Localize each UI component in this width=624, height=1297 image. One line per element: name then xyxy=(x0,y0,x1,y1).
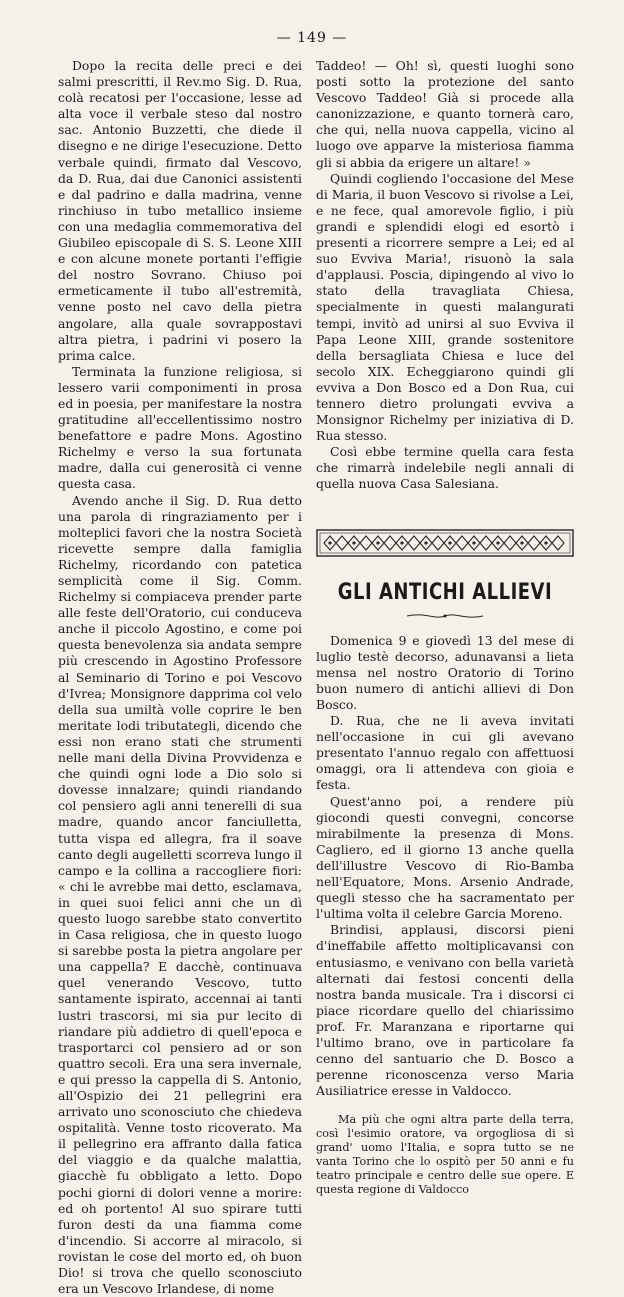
page-number: — 149 — xyxy=(276,30,348,46)
paragraph: Dopo la recita delle preci e dei salmi prescritti, il Rev.mo Sig. D. Rua, colà recatosi per l'occasione, lesse ad alta voce il verbale steso dal nostro sac. Antonio Buzzetti, che diede il disegno e ne dirige l'esecuzione. Detto verbale quindi, firmato dal Vescovo, da D. Rua, dai due Canonici assistenti e dal padrino e dalla madrina, venne rinchiuso in tubo metallico insieme con una medaglia commemorativa del Giubileo episcopale di S. S. Leone XIII e con alcune monete portanti l'effigie del nostro Sovrano. Chiuso poi ermeticamente il tubo all'estremità, venne posto nel cavo della pietra angolare, alla quale sovrappostavi altra pietra, i padrini vi posero la prima calce. xyxy=(58,58,302,363)
paragraph: Quindi cogliendo l'occasione del Mese di Maria, il buon Vescovo si rivolse a Lei, e ne fece, qual amorevole figlio, i più grandi e splendidi elogi ed esortò i presenti a ricorrere sempre a Lei; ed al suo Evviva Maria!, risuonò la sala d'applausi. Poscia, dipingendo al vivo lo stato della travagliata Chiesa, specialmente in questi malangurati tempi, invitò ad unirsi al suo Evviva il Papa Leone XIII, grande sostenitore della bersagliata Chiesa e luce del secolo XIX. Echeggiarono quindi gli evviva a Don Bosco ed a Don Rua, cui tennero dietro prolungati evviva a Monsignor Richelmy per iniziativa di D. Rua stesso. xyxy=(316,170,574,444)
quoted-speech xyxy=(316,1113,574,1197)
paragraph: Terminata la funzione religiosa, si lessero varii componimenti in prosa ed in poesia, per manifestare la nostra gratitudine all'eccellentissimo nostro benefattore e padre Mons. Agostino Richelmy e verso la sua fortunata madre, dalla cui generosità ci venne questa casa. xyxy=(58,363,302,492)
swash-divider-icon xyxy=(405,611,485,621)
ornamental-border xyxy=(316,529,574,557)
paragraph: Avendo anche il Sig. D. Rua detto una parola di ringraziamento per i molteplici favori che la nostra Società ricevette sempre dalla famiglia Richelmy, ricordando con patetica semplicità come il Sig. Comm. Richelmy si compiaceva prender parte alle feste dell'Oratorio, cui conduceva anche il piccolo Agostino, e come poi questa benevolenza sia andata sempre più crescendo in Agostino Professore al Seminario di Torino e poi Vescovo d'Ivrea; Monsignore dapprima col velo della sua umiltà volle coprire le ben meritate lodi tributategli, dicendo che essi non erano stati che strumenti nelle mani della Divina Provvidenza e che quindi ogni lode a Dio solo si dovesse innalzare; quindi riandando col pensiero agli anni tenerelli di sua madre, quando ancor fanciulletta, tutta vispa ed allegra, fra il soave canto degli augelletti scorreva lungo il campo e la collina a raccogliere fiori: « chi le avrebbe mai detto, esclamava, in quei suoi felici anni che un dì questo luogo sarebbe stato convertito in Casa religiosa, che in questo luogo si sarebbe posta la pietra angolare per una cappella? E dacchè, continuava quel venerando Vescovo, tutto santamente ispirato, accennai ai tanti lustri trascorsi, mi sia pur lecito di riandare più addietro di quell'epoca e trasportarci col pensiero ad or son quattro secoli. Era una sera invernale, e qui presso la cappella di S. Antonio, all'Ospizio dei 21 pellegrini era arrivato uno sconosciuto che chiedeva ospitalità. Venne tosto ricoverato. Ma il pellegrino era affranto dalla fatica del viaggio e da qualche malattia, giacchè fu obbligato a letto. Dopo pochi giorni di dolori venne a morire: ed oh portento! Al suo spirare tutti furon desti da una fiamma come d'incendio. Si accorre al miracolo, si rovistan le cose del morto ed, oh buon Dio! si trova che quello sconosciuto era un Vescovo Irlandese, di nome xyxy=(58,492,302,1297)
paragraph: Quest'anno poi, a rendere più giocondi questi convegni, concorse mirabilmente la presenza di Mons. Cagliero, ed il giorno 13 anche quella dell'illustre Vescovo di Rio-Bamba nell'Equatore, Mons. Arsenio Andrade, quegli stesso che ha sacramentato per l'ultima volta il celebre Garcia Moreno. xyxy=(316,793,574,922)
right-column xyxy=(316,58,574,1197)
paragraph: Così ebbe termine quella cara festa che rimarrà indelebile negli annali di quella nuova Casa Salesiana. xyxy=(316,444,574,492)
paragraph: D. Rua, che ne li aveva invitati nell'occasione in cui gli avevano presentato l'annuo regalo con affettuosi omaggi, ora li attendeva con gioia e festa. xyxy=(316,713,574,793)
ornament-band-icon xyxy=(316,529,574,557)
section-title: GLI ANTICHI ALLIEVI xyxy=(337,578,553,606)
paragraph: Ma più che ogni altra parte della terra, così l'esimio oratore, va orgogliosa di sì grand' uomo l'Italia, e sopra tutto se ne vanta Torino che lo ospitò per 50 anni e fu teatro principale e centro delle sue opere. E questa regione di Valdocco xyxy=(316,1113,574,1197)
paragraph: Taddeo! — Oh! sì, questi luoghi sono posti sotto la protezione del santo Vescovo Taddeo! Già si procede alla canonizzazione, e quanto tornerà caro, che qui, nella nuova cappella, vicino al luogo ove apparve la misteriosa fiamma gli si abbia da erigere un altare! » xyxy=(316,58,574,170)
left-column xyxy=(58,58,302,1297)
paragraph: Domenica 9 e giovedì 13 del mese di luglio testè decorso, adunavansi a lieta mensa nel nostro Oratorio di Torino buon numero di antichi allievi di Don Bosco. xyxy=(316,632,574,712)
paragraph: Brindisi, applausi, discorsi pieni d'ineffabile affetto moltiplicavansi con entusiasmo, e venivano con bella varietà alternati dai festosi concenti della nostra banda musicale. Tra i discorsi ci piace ricordare quello del chiarissimo prof. Fr. Maranzana e riportarne qui l'ultimo brano, ove in particolare fa cenno del santuario che D. Bosco a perenne riconoscenza verso Maria Ausiliatrice eresse in Valdocco. xyxy=(316,922,574,1099)
